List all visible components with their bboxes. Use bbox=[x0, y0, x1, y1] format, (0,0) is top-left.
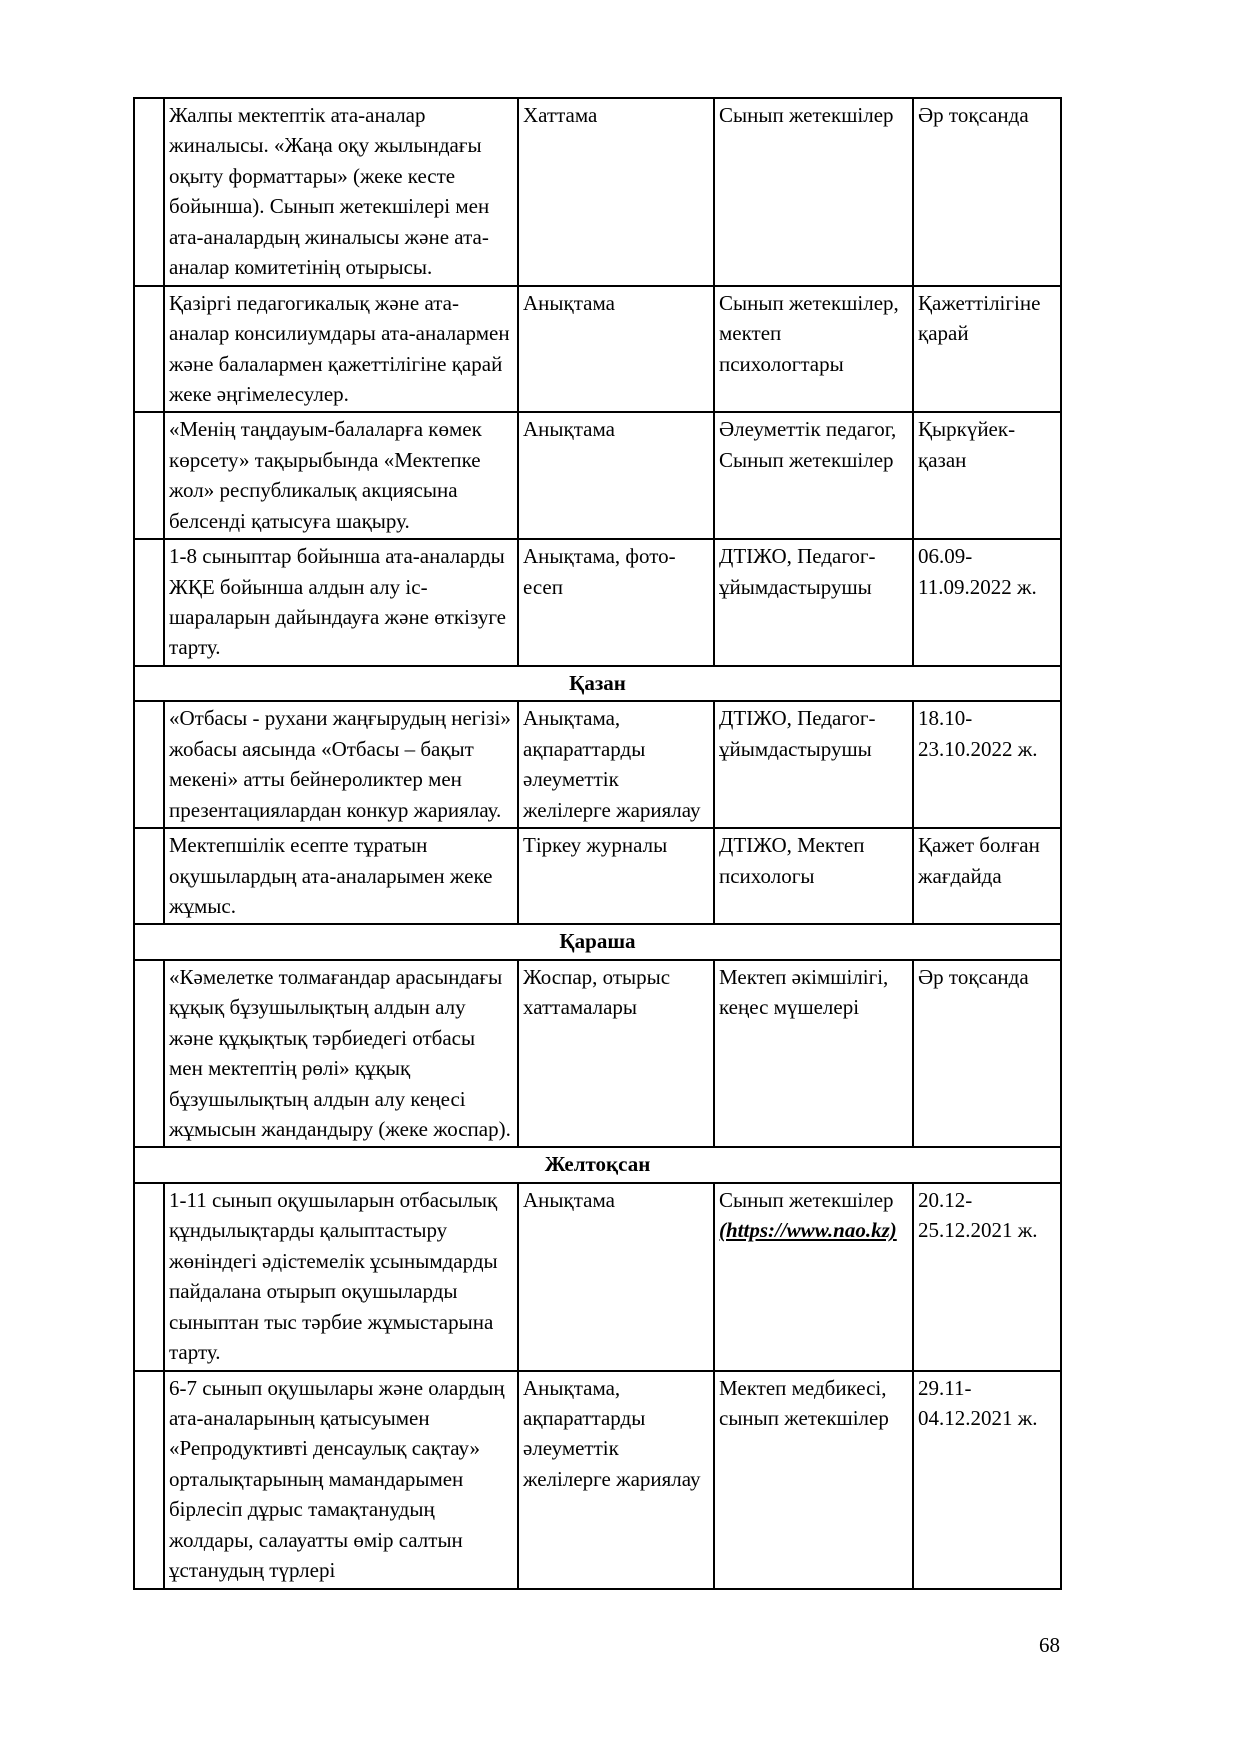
row-number-cell bbox=[134, 286, 164, 413]
work-plan-table bbox=[133, 97, 1062, 1590]
table-row bbox=[134, 412, 1061, 539]
row-number-cell bbox=[134, 539, 164, 666]
activity-cell: Қазіргі педагогикалық және ата-аналар консилиумдары ата-аналармен және балалармен қажеттілігіне қарай жеке әңгімелесулер. bbox=[164, 286, 518, 413]
activity-cell: 1-8 сыныптар бойынша ата-аналарды ЖҚЕ бойынша алдын алу іс-шараларын дайындауға және өткізуге тарту. bbox=[164, 539, 518, 666]
term-cell: 29.11-04.12.2021 ж. bbox=[913, 1371, 1061, 1589]
term-cell: Қажеттілігіне қарай bbox=[913, 286, 1061, 413]
month-section-header: Қазан bbox=[134, 666, 1061, 701]
form-cell: Жоспар, отырыс хаттамалары bbox=[518, 960, 714, 1148]
nao-kz-link[interactable]: (https://www.nao.kz) bbox=[719, 1218, 897, 1243]
activity-cell: «Менің таңдауым-балаларға көмек көрсету» тақырыбында «Мектепке жол» республикалық акциясына белсенді қатысуға шақыру. bbox=[164, 412, 518, 539]
row-number-cell bbox=[134, 98, 164, 286]
row-number-cell bbox=[134, 1183, 164, 1371]
term-cell: Әр тоқсанда bbox=[913, 98, 1061, 286]
activity-cell: 6-7 сынып оқушылары және олардың ата-аналарының қатысуымен «Репродуктивті денсаулық сақтау» орталықтарының мамандарымен бірлесіп дұрыс тамақтанудың жолдары, салауатты өмір салтын ұстанудың түрлері bbox=[164, 1371, 518, 1589]
term-cell: Қажет болған жағдайда bbox=[913, 828, 1061, 924]
activity-cell: Мектепшілік есепте тұратын оқушылардың ата-аналарымен жеке жұмыс. bbox=[164, 828, 518, 924]
page-number: 68 bbox=[1039, 1633, 1060, 1657]
responsible-cell: Мектеп әкімшілігі, кеңес мүшелері bbox=[714, 960, 913, 1148]
row-number-cell bbox=[134, 701, 164, 828]
table-row bbox=[134, 828, 1061, 924]
row-number-cell bbox=[134, 960, 164, 1148]
term-cell: 18.10-23.10.2022 ж. bbox=[913, 701, 1061, 828]
table-row bbox=[134, 539, 1061, 666]
form-cell: Анықтама, ақпараттарды әлеуметтік желілерге жариялау bbox=[518, 701, 714, 828]
table-row bbox=[134, 960, 1061, 1148]
form-cell: Анықтама bbox=[518, 1183, 714, 1371]
term-cell: Қыркүйек-қазан bbox=[913, 412, 1061, 539]
table-row bbox=[134, 98, 1061, 286]
table-row bbox=[134, 701, 1061, 828]
month-section-row bbox=[134, 666, 1061, 701]
term-cell: 20.12-25.12.2021 ж. bbox=[913, 1183, 1061, 1371]
responsible-cell: ДТІЖО, Педагог-ұйымдастырушы bbox=[714, 701, 913, 828]
row-number-cell bbox=[134, 828, 164, 924]
table-row bbox=[134, 1371, 1061, 1589]
table-row bbox=[134, 1183, 1061, 1371]
responsible-text: Сынып жетекшілер bbox=[719, 1187, 894, 1212]
responsible-cell: Сынып жетекшілер bbox=[714, 98, 913, 286]
responsible-cell: Әлеуметтік педагог, Сынып жетекшілер bbox=[714, 412, 913, 539]
month-section-header: Желтоқсан bbox=[134, 1147, 1061, 1182]
term-cell: 06.09-11.09.2022 ж. bbox=[913, 539, 1061, 666]
activity-cell: 1-11 сынып оқушыларын отбасылық құндылықтарды қалыптастыру жөніндегі әдістемелік ұсынымдарды пайдалана отырып оқушыларды сыныптан тыс тәрбие жұмыстарына тарту. bbox=[164, 1183, 518, 1371]
responsible-cell: ДТІЖО, Педагог-ұйымдастырушы bbox=[714, 539, 913, 666]
form-cell: Анықтама bbox=[518, 286, 714, 413]
responsible-cell bbox=[714, 1183, 913, 1371]
form-cell: Хаттама bbox=[518, 98, 714, 286]
form-cell: Анықтама bbox=[518, 412, 714, 539]
form-cell: Тіркеу журналы bbox=[518, 828, 714, 924]
month-section-row bbox=[134, 1147, 1061, 1182]
table-row bbox=[134, 286, 1061, 413]
responsible-cell: ДТІЖО, Мектеп психологы bbox=[714, 828, 913, 924]
form-cell: Анықтама, ақпараттарды әлеуметтік желілерге жариялау bbox=[518, 1371, 714, 1589]
month-section-header: Қараша bbox=[134, 924, 1061, 959]
row-number-cell bbox=[134, 412, 164, 539]
month-section-row bbox=[134, 924, 1061, 959]
activity-cell: «Кәмелетке толмағандар арасындағы құқық бұзушылықтың алдын алу және құқықтық тәрбиедегі отбасы мен мектептің рөлі» құқық бұзушылықтың алдын алу кеңесі жұмысын жандандыру (жеке жоспар). bbox=[164, 960, 518, 1148]
responsible-cell: Сынып жетекшілер, мектеп психологтары bbox=[714, 286, 913, 413]
row-number-cell bbox=[134, 1371, 164, 1589]
form-cell: Анықтама, фото-есеп bbox=[518, 539, 714, 666]
responsible-cell: Мектеп медбикесі, сынып жетекшілер bbox=[714, 1371, 913, 1589]
activity-cell: Жалпы мектептік ата-аналар жиналысы. «Жаңа оқу жылындағы оқыту форматтары» (жеке кесте бойынша). Сынып жетекшілері мен ата-аналардың жиналысы және ата-аналар комитетінің отырысы. bbox=[164, 98, 518, 286]
term-cell: Әр тоқсанда bbox=[913, 960, 1061, 1148]
activity-cell: «Отбасы - рухани жаңғырудың негізі» жобасы аясында «Отбасы – бақыт мекені» атты бейнероликтер мен презентациялардан конкур жариялау. bbox=[164, 701, 518, 828]
